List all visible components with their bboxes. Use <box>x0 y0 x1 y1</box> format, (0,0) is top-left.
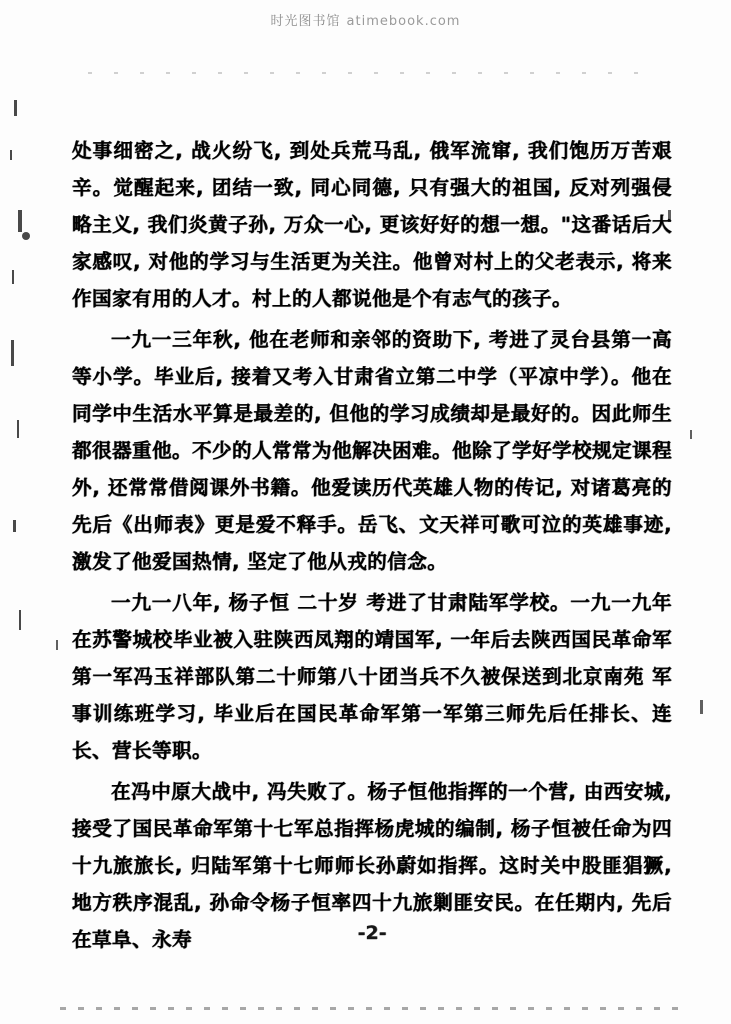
left-margin-scan-marks <box>8 90 34 950</box>
paragraph: 处事细密之, 战火纷飞, 到处兵荒马乱, 俄军流窜, 我们饱历万苦艰辛。觉醒起来, 团结一致, 同心同德, 只有强大的祖国, 反对列强侵略主义, 我们炎黄子孙, 万众一心, 更该好好的想一想。"这番话后大家感叹, 对他的学习与生活更为关注。他曾对村上的父老表示, 将来作国家有用的人才。村上的人都说他是个有志气的孩子。 <box>72 139 672 310</box>
page-number: -2- <box>357 922 387 944</box>
watermark-chinese-label: 时光图书馆 <box>270 14 341 29</box>
paragraph: 一九一八年, 杨子恒 二十岁 考进了甘肃陆军学校。一九一九年在苏警城校毕业被入驻陕西凤翔的靖国军, 一年后去陕西国民革命军第一军冯玉祥部队第二十师第八十团当兵不久被保送到北京南苑 军事训练班学习, 毕业后在国民革命军第一军第三师先后任排长、连长、营长等职。 <box>72 591 672 762</box>
scan-speck <box>700 700 703 714</box>
site-watermark <box>0 10 731 29</box>
watermark-site-url: atimebook.com <box>346 14 461 29</box>
scan-bottom-artifact-strip <box>60 1007 680 1010</box>
scan-speck <box>56 640 58 650</box>
scan-speck <box>690 430 692 439</box>
paragraph: 一九一三年秋, 他在老师和亲邻的资助下, 考进了灵台县第一高等小学。毕业后, 接着又考入甘肃省立第二中学（平凉中学）。他在同学中生活水平算是最差的, 但他的学习成绩却是最好的。因此师生都很器重他。不少的人常常为他解决困难。他除了学好学校规定课程外, 还常常借阅课外书籍。他爱读历代英雄人物的传记, 对诸葛亮的先后《出师表》更是爱不释手。岳飞、文天祥可歌可泣的英雄事迹, 激发了他爱国热情, 坚定了他从戎的信念。 <box>72 328 673 573</box>
scan-top-artifact-strip <box>88 72 648 74</box>
paragraph: 在冯中原大战中, 冯失败了。杨子恒他指挥的一个营, 由西安城, 接受了国民革命军第十七军总指挥杨虎城的编制, 杨子恒被任命为四十九旅旅长, 归陆军第十七师师长孙蔚如指挥。这时关中股匪猖獗, 地方秩序混乱, 孙命令杨子恒率四十九旅剿匪安民。在任期内, 先后在草阜、永寿 <box>72 780 672 951</box>
document-text-body <box>72 132 672 962</box>
